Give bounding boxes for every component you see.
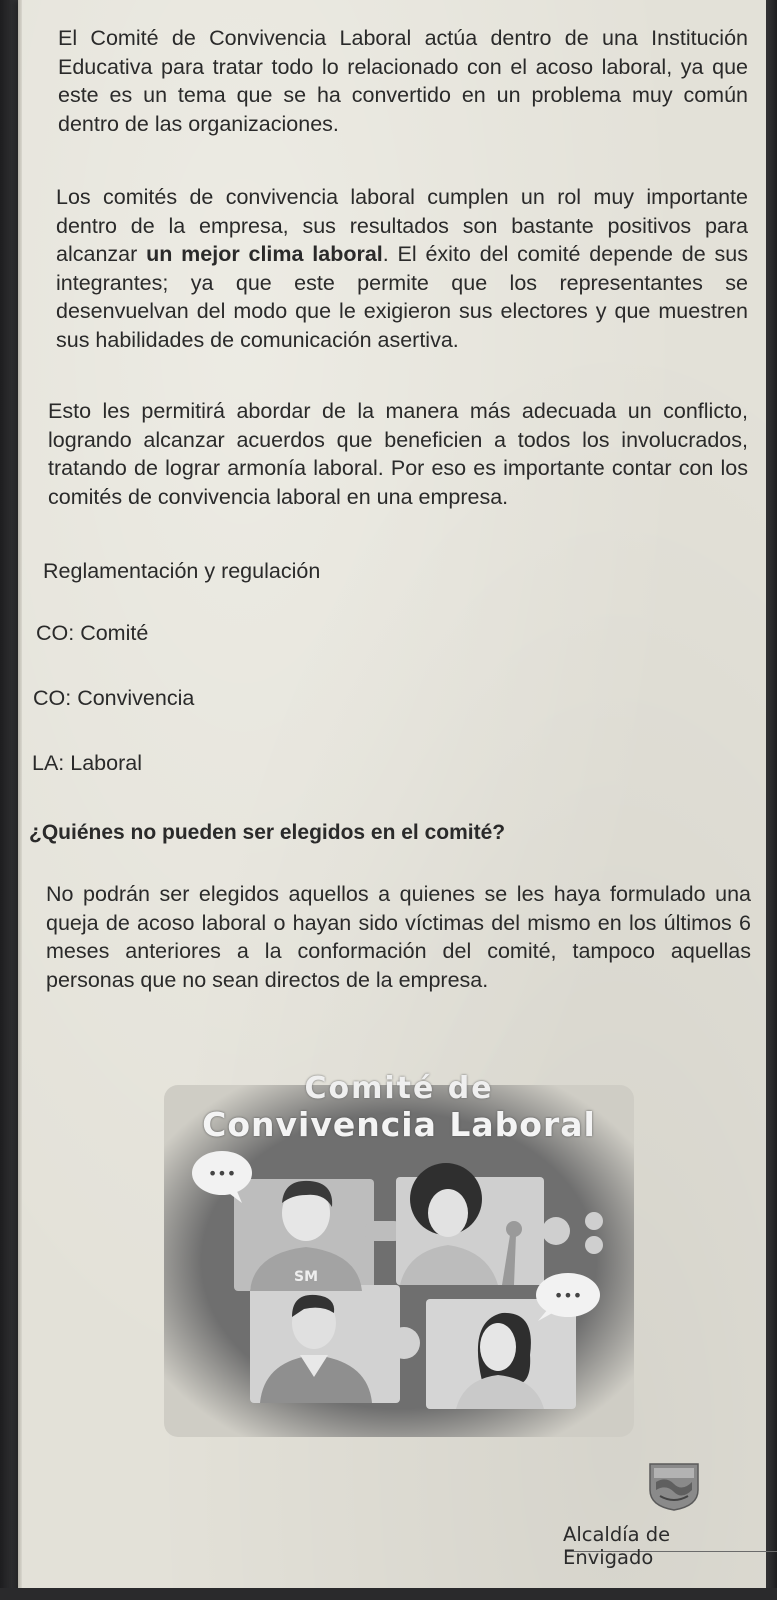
role-paragraph-end: . El éxito del comité depende de sus integrantes; ya que este permite que los representantes se desenvuelvan del modo que le exigieron sus electores y que muestren sus habilidades de comunicación asertiva. (56, 242, 748, 352)
role-paragraph-emphasis: un mejor clima laboral (146, 242, 383, 266)
organization-name: Alcaldía de Envigado (563, 1523, 671, 1569)
speech-dots-right: ••• (553, 1286, 583, 1305)
acronym-co-convivencia: CO: Convivencia (33, 686, 195, 710)
conflict-paragraph: Esto les permitirá abordar de la manera más adecuada un conflicto, logrando alcanzar acuerdos que beneficien a todos los involucrados, tratando de lograr armonía laboral. Por eso es importante contar con los comités de convivencia laboral en una empresa. (48, 399, 748, 509)
role-paragraph-start: Los comités de convivencia laboral cumplen un rol muy importante dentro de la empresa, sus resultados son bastante positivos para alcanzar (56, 185, 748, 266)
illustration-title-line2: Convivencia Laboral (202, 1105, 596, 1144)
committee-illustration (164, 1071, 634, 1437)
regulation-heading: Reglamentación y regulación (43, 559, 321, 583)
acronym-la-laboral: LA: Laboral (32, 751, 142, 775)
desk-background-bottom (0, 1588, 777, 1600)
speech-dots-left: ••• (207, 1164, 237, 1183)
illustration-title-line1: Comité de (304, 1071, 494, 1106)
shirt-badge: SM (293, 1269, 319, 1285)
envigado-coat-of-arms-logo (646, 1460, 702, 1512)
eligibility-question: ¿Quiénes no pueden ser elegidos en el comité? (29, 821, 506, 844)
eligibility-answer: No podrán ser elegidos aquellos a quienes se les haya formulado una queja de acoso laboral o hayan sido víctimas del mismo en los últimos 6 meses anteriores a la conformación del comité, tampoco aquellas personas que no sean directos de la empresa. (46, 882, 751, 992)
printed-page (18, 0, 766, 1600)
role-paragraph (56, 183, 748, 354)
intro-paragraph: El Comité de Convivencia Laboral actúa dentro de una Institución Educativa para tratar todo lo relacionado con el acoso laboral, ya que este es un tema que se ha convertido en un problema muy común dentro de las organizaciones. (58, 26, 748, 136)
acronym-co-comite: CO: Comité (36, 621, 149, 645)
